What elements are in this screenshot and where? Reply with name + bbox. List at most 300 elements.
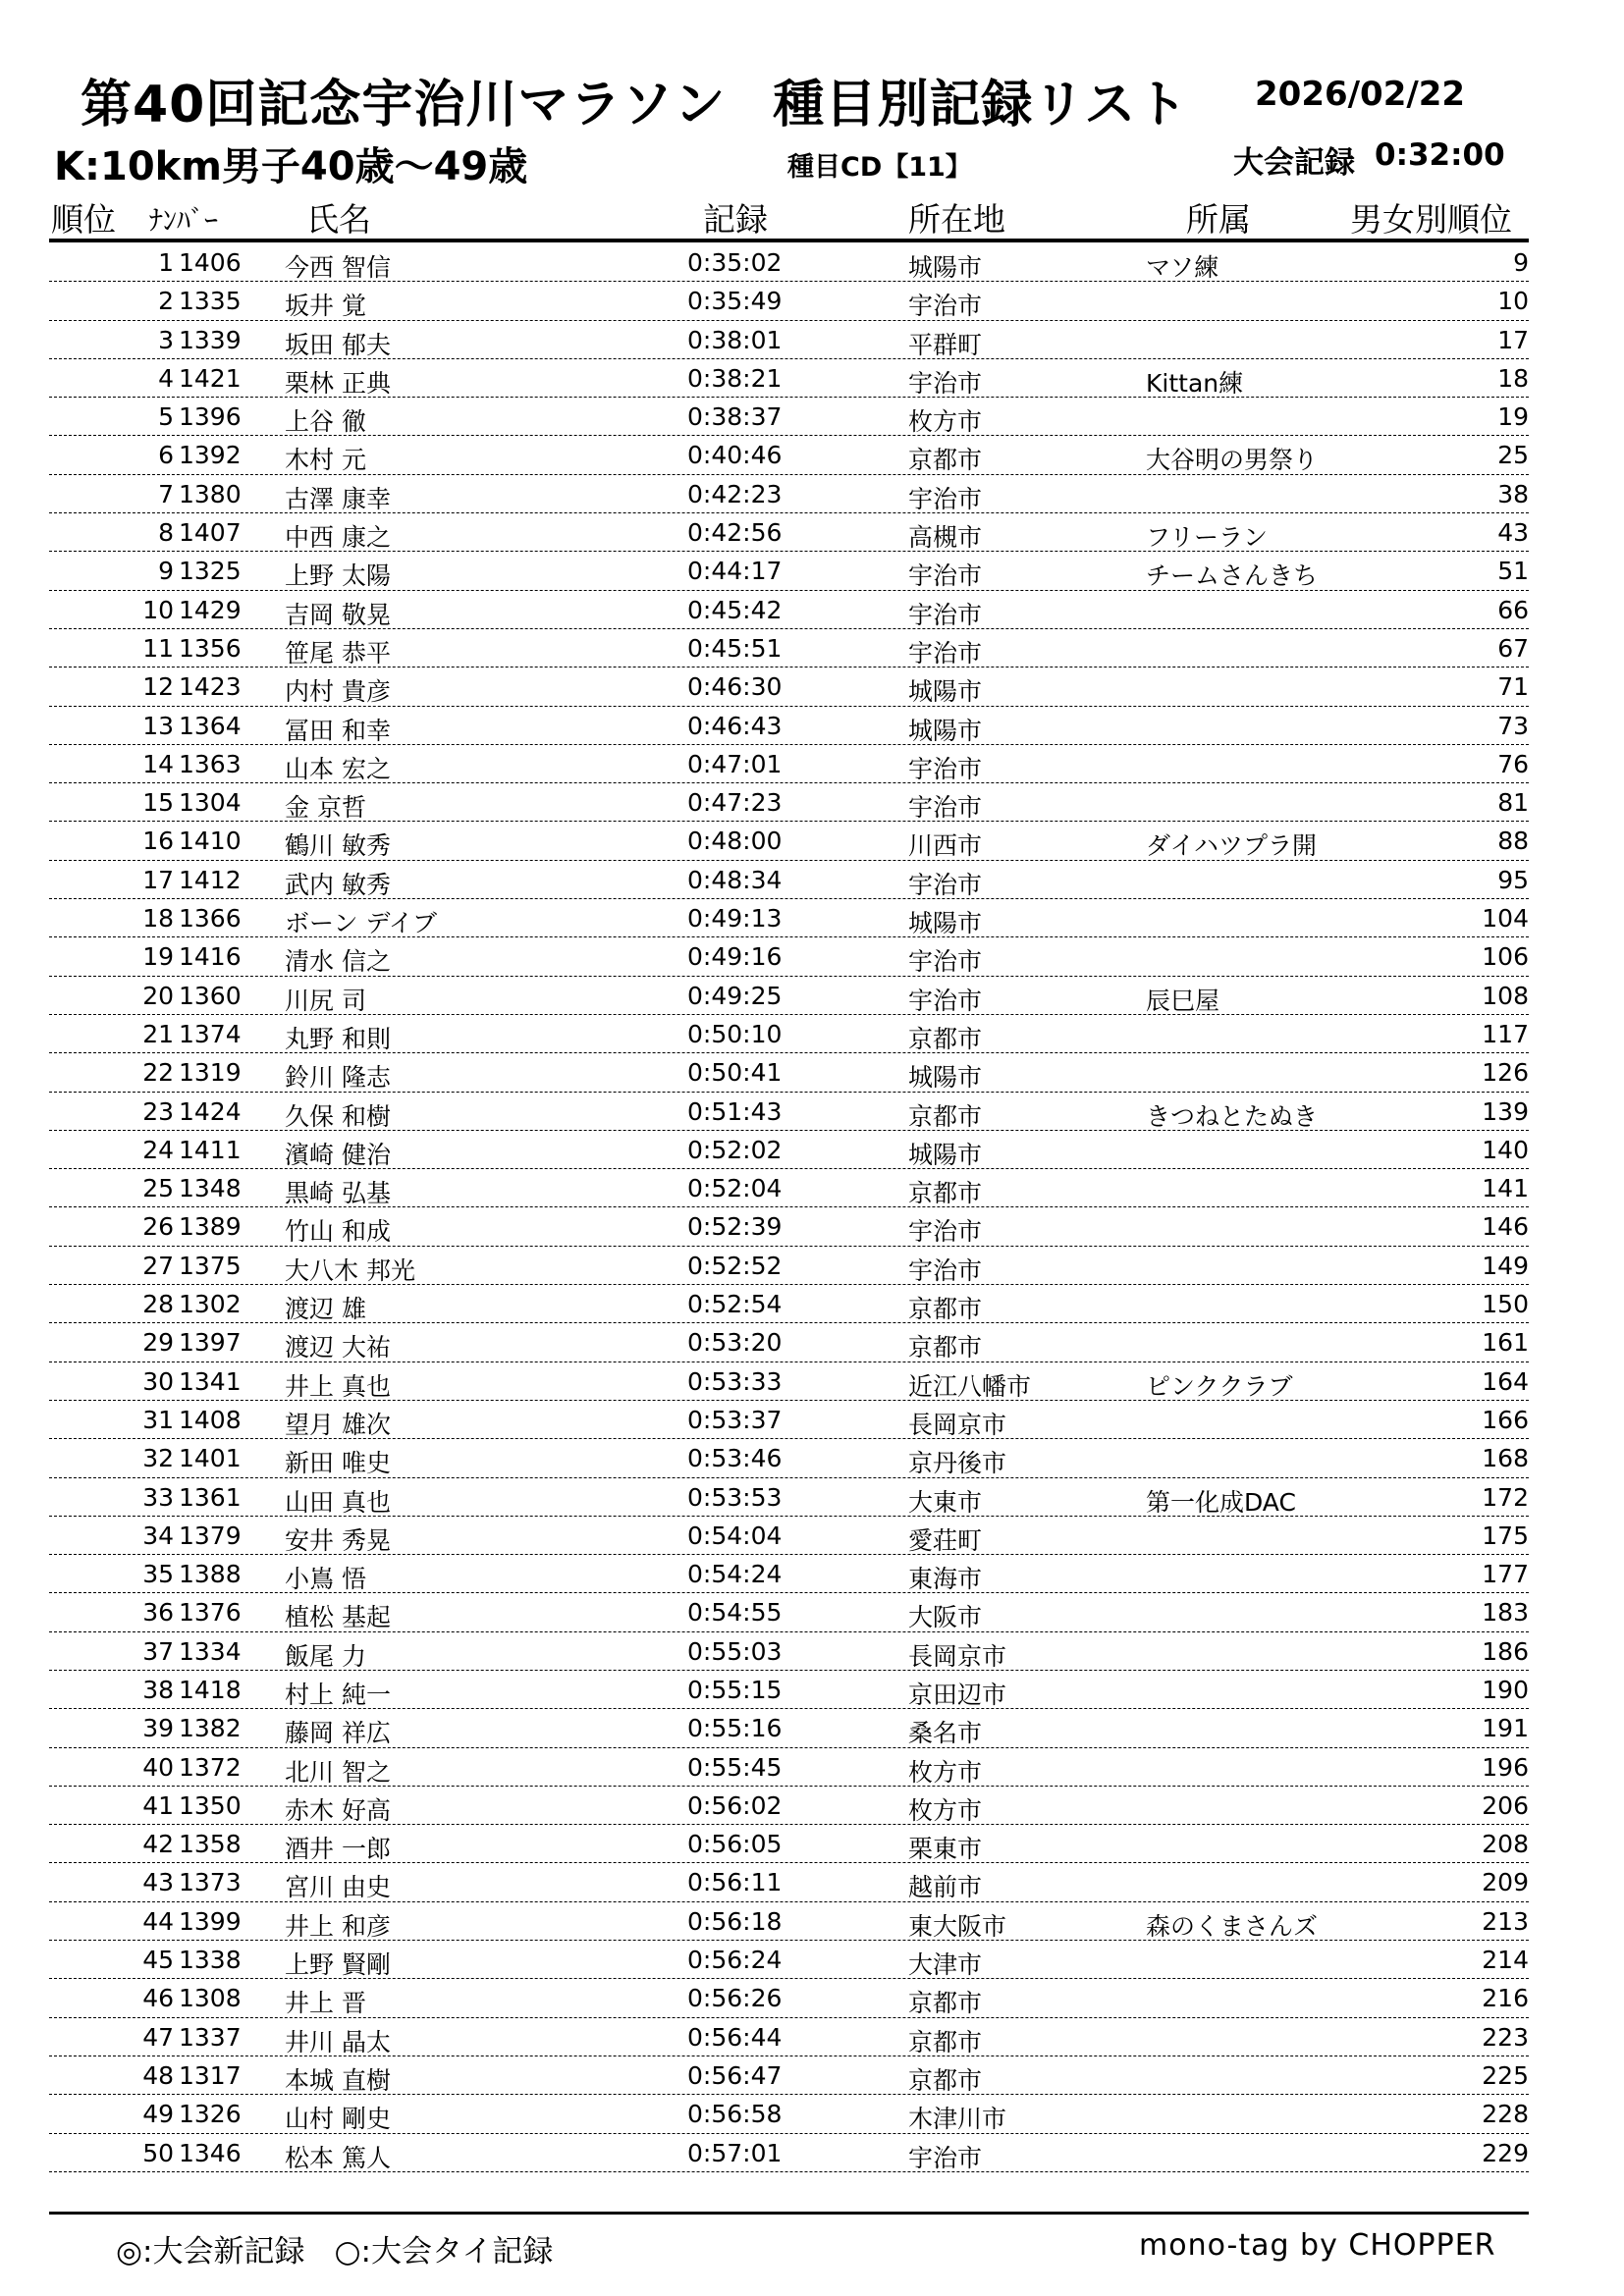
cell-time: 0:55:15 — [687, 1675, 783, 1704]
cell-location: 枚方市 — [908, 1795, 983, 1825]
cell-rank: 25 — [142, 1174, 174, 1203]
cell-sex-rank: 25 — [1497, 441, 1529, 470]
cell-name: 丸野 和則 — [285, 1024, 391, 1053]
cell-rank: 1 — [158, 248, 174, 277]
cell-sex-rank: 223 — [1482, 2022, 1529, 2052]
cell-time: 0:38:01 — [687, 325, 783, 354]
cell-time: 0:56:58 — [687, 2100, 783, 2129]
cell-location: 宇治市 — [908, 986, 983, 1015]
cell-rank: 48 — [142, 2060, 174, 2090]
cell-sex-rank: 139 — [1482, 1096, 1529, 1126]
table-row — [49, 1093, 1529, 1131]
cell-time: 0:53:53 — [687, 1482, 783, 1512]
table-row — [49, 1593, 1529, 1631]
cell-bib: 1334 — [179, 1636, 242, 1666]
table-row — [49, 1478, 1529, 1517]
cell-bib: 1366 — [179, 904, 242, 934]
table-row — [49, 629, 1529, 667]
cell-name: 清水 信之 — [285, 947, 391, 977]
cell-club: マソ練 — [1146, 253, 1219, 282]
cell-bib: 1363 — [179, 749, 242, 778]
table-row — [49, 1902, 1529, 1941]
cell-time: 0:47:01 — [687, 749, 783, 778]
event-code: 種目CD【11】 — [787, 152, 972, 183]
cell-sex-rank: 106 — [1482, 942, 1529, 972]
col-header-time: 記録 — [703, 200, 768, 239]
cell-time: 0:35:49 — [687, 287, 783, 316]
cell-sex-rank: 140 — [1482, 1135, 1529, 1164]
cell-sex-rank: 161 — [1482, 1328, 1529, 1358]
cell-rank: 31 — [142, 1405, 174, 1434]
cell-name: 井上 和彦 — [285, 1911, 391, 1941]
table-row — [49, 783, 1529, 822]
cell-location: 京丹後市 — [908, 1449, 1007, 1478]
cell-bib: 1338 — [179, 1946, 242, 1975]
cell-sex-rank: 108 — [1482, 981, 1529, 1010]
cell-sex-rank: 51 — [1497, 557, 1529, 586]
cell-sex-rank: 166 — [1482, 1405, 1529, 1434]
table-row — [49, 1247, 1529, 1285]
cell-name: 坂井 覚 — [285, 292, 366, 321]
table-row — [49, 977, 1529, 1015]
cell-name: 久保 和樹 — [285, 1101, 391, 1131]
cell-rank: 14 — [142, 749, 174, 778]
cell-rank: 10 — [142, 595, 174, 624]
cell-location: 東大阪市 — [908, 1911, 1007, 1941]
cell-time: 0:55:16 — [687, 1714, 783, 1743]
table-row — [49, 1517, 1529, 1555]
cell-location: 城陽市 — [908, 909, 983, 938]
cell-sex-rank: 66 — [1497, 595, 1529, 624]
cell-bib: 1325 — [179, 557, 242, 586]
cell-rank: 36 — [142, 1598, 174, 1628]
table-row — [49, 667, 1529, 706]
cell-sex-rank: 10 — [1497, 287, 1529, 316]
cell-time: 0:47:23 — [687, 788, 783, 818]
cell-location: 大東市 — [908, 1487, 983, 1517]
table-row — [49, 707, 1529, 745]
cell-location: 宇治市 — [908, 600, 983, 629]
cell-time: 0:56:11 — [687, 1868, 783, 1897]
cell-location: 京田辺市 — [908, 1680, 1007, 1709]
cell-name: 上野 太陽 — [285, 561, 391, 591]
cell-rank: 9 — [158, 557, 174, 586]
cell-time: 0:54:55 — [687, 1598, 783, 1628]
cell-bib: 1358 — [179, 1830, 242, 1859]
cell-name: 渡辺 雄 — [285, 1295, 366, 1324]
table-row — [49, 1863, 1529, 1901]
cell-name: 冨田 和幸 — [285, 716, 391, 745]
cell-bib: 1339 — [179, 325, 242, 354]
table-row — [49, 1632, 1529, 1671]
cell-sex-rank: 177 — [1482, 1560, 1529, 1589]
cell-rank: 8 — [158, 518, 174, 548]
cell-rank: 18 — [142, 904, 174, 934]
cell-location: 城陽市 — [908, 1063, 983, 1093]
cell-bib: 1389 — [179, 1212, 242, 1242]
table-row — [49, 1015, 1529, 1053]
meet-record-label: 大会記録 — [1233, 145, 1355, 181]
cell-name: 小嶌 悟 — [285, 1565, 366, 1594]
table-row — [49, 1323, 1529, 1362]
cell-rank: 41 — [142, 1790, 174, 1820]
cell-sex-rank: 183 — [1482, 1598, 1529, 1628]
cell-time: 0:52:52 — [687, 1251, 783, 1280]
cell-time: 0:50:41 — [687, 1058, 783, 1088]
cell-name: 上野 賢剛 — [285, 1950, 391, 1980]
cell-rank: 2 — [158, 287, 174, 316]
cell-sex-rank: 196 — [1482, 1752, 1529, 1782]
cell-time: 0:54:04 — [687, 1521, 783, 1550]
cell-time: 0:40:46 — [687, 441, 783, 470]
cell-sex-rank: 73 — [1497, 711, 1529, 740]
cell-time: 0:48:34 — [687, 865, 783, 894]
cell-location: 長岡京市 — [908, 1410, 1007, 1439]
cell-time: 0:54:24 — [687, 1560, 783, 1589]
cell-rank: 11 — [142, 633, 174, 663]
cell-rank: 3 — [158, 325, 174, 354]
cell-sex-rank: 149 — [1482, 1251, 1529, 1280]
cell-bib: 1374 — [179, 1019, 242, 1048]
cell-rank: 34 — [142, 1521, 174, 1550]
cell-name: 竹山 和成 — [285, 1217, 391, 1247]
cell-sex-rank: 71 — [1497, 672, 1529, 702]
cell-club: 大谷明の男祭り — [1146, 446, 1319, 475]
table-row — [49, 1709, 1529, 1747]
cell-location: 東海市 — [908, 1565, 983, 1594]
cell-name: 笹尾 恭平 — [285, 638, 391, 667]
cell-bib: 1317 — [179, 2060, 242, 2090]
cell-location: 京都市 — [908, 2027, 983, 2056]
cell-sex-rank: 81 — [1497, 788, 1529, 818]
cell-name: 北川 智之 — [285, 1757, 391, 1787]
cell-rank: 27 — [142, 1251, 174, 1280]
cell-name: 望月 雄次 — [285, 1410, 391, 1439]
cell-location: 近江八幡市 — [908, 1371, 1032, 1401]
cell-bib: 1416 — [179, 942, 242, 972]
cell-time: 0:49:16 — [687, 942, 783, 972]
table-row — [49, 243, 1529, 282]
cell-bib: 1406 — [179, 248, 242, 277]
cell-rank: 35 — [142, 1560, 174, 1589]
cell-name: 吉岡 敬晃 — [285, 600, 391, 629]
cell-sex-rank: 104 — [1482, 904, 1529, 934]
cell-sex-rank: 18 — [1497, 363, 1529, 393]
cell-sex-rank: 186 — [1482, 1636, 1529, 1666]
cell-rank: 20 — [142, 981, 174, 1010]
cell-sex-rank: 150 — [1482, 1290, 1529, 1319]
col-header-rank: 順位 — [51, 200, 116, 239]
cell-sex-rank: 117 — [1482, 1019, 1529, 1048]
cell-rank: 47 — [142, 2022, 174, 2052]
col-header-sex-rank: 男女別順位 — [1350, 200, 1512, 239]
cell-bib: 1396 — [179, 402, 242, 432]
cell-location: 宇治市 — [908, 638, 983, 667]
cell-location: 大阪市 — [908, 1603, 983, 1632]
col-header-bib: ﾅﾝﾊﾞｰ — [149, 204, 219, 237]
cell-bib: 1376 — [179, 1598, 242, 1628]
credit: mono-tag by CHOPPER — [1139, 2228, 1496, 2263]
cell-location: 京都市 — [908, 1295, 983, 1324]
cell-sex-rank: 146 — [1482, 1212, 1529, 1242]
cell-time: 0:44:17 — [687, 557, 783, 586]
page-title — [81, 63, 1188, 136]
cell-sex-rank: 67 — [1497, 633, 1529, 663]
cell-time: 0:55:45 — [687, 1752, 783, 1782]
cell-name: 藤岡 祥広 — [285, 1719, 391, 1748]
cell-location: 京都市 — [908, 1101, 983, 1131]
cell-bib: 1411 — [179, 1135, 242, 1164]
cell-time: 0:53:37 — [687, 1405, 783, 1434]
cell-rank: 49 — [142, 2100, 174, 2129]
cell-bib: 1335 — [179, 287, 242, 316]
cell-location: 宇治市 — [908, 1255, 983, 1285]
cell-club: きつねとたぬき — [1146, 1101, 1319, 1131]
cell-bib: 1382 — [179, 1714, 242, 1743]
cell-rank: 45 — [142, 1946, 174, 1975]
table-row — [49, 2095, 1529, 2133]
table-row — [49, 2018, 1529, 2056]
cell-time: 0:51:43 — [687, 1096, 783, 1126]
cell-rank: 6 — [158, 441, 174, 470]
cell-rank: 38 — [142, 1675, 174, 1704]
cell-rank: 50 — [142, 2138, 174, 2167]
cell-bib: 1356 — [179, 633, 242, 663]
cell-name: 山田 真也 — [285, 1487, 391, 1517]
table-row — [49, 513, 1529, 552]
table-row — [49, 282, 1529, 320]
cell-club: ダイハツプラ開 — [1146, 831, 1318, 861]
cell-time: 0:45:51 — [687, 633, 783, 663]
cell-time: 0:55:03 — [687, 1636, 783, 1666]
cell-rank: 42 — [142, 1830, 174, 1859]
cell-sex-rank: 95 — [1497, 865, 1529, 894]
cell-name: 渡辺 大祐 — [285, 1333, 391, 1362]
cell-rank: 46 — [142, 1984, 174, 2013]
cell-name: 武内 敏秀 — [285, 870, 391, 899]
cell-rank: 26 — [142, 1212, 174, 1242]
cell-bib: 1424 — [179, 1096, 242, 1126]
cell-sex-rank: 208 — [1482, 1830, 1529, 1859]
cell-location: 川西市 — [908, 831, 983, 861]
cell-location: 城陽市 — [908, 1140, 983, 1169]
cell-name: 松本 篤人 — [285, 2143, 391, 2172]
cell-name: 井上 真也 — [285, 1371, 391, 1401]
cell-name: 黒崎 弘基 — [285, 1179, 391, 1208]
event-name: K:10km男子40歳～49歳 — [54, 144, 528, 189]
cell-time: 0:53:20 — [687, 1328, 783, 1358]
cell-time: 0:38:37 — [687, 402, 783, 432]
cell-name: 上谷 徹 — [285, 407, 366, 437]
cell-club: 辰巳屋 — [1146, 986, 1220, 1015]
cell-time: 0:48:00 — [687, 827, 783, 856]
cell-sex-rank: 213 — [1482, 1906, 1529, 1936]
cell-location: 桑名市 — [908, 1719, 983, 1748]
cell-name: 本城 直樹 — [285, 2065, 391, 2095]
cell-sex-rank: 164 — [1482, 1366, 1529, 1396]
cell-name: 井川 晶太 — [285, 2027, 391, 2056]
cell-name: 山本 宏之 — [285, 754, 391, 783]
cell-time: 0:56:05 — [687, 1830, 783, 1859]
cell-location: 城陽市 — [908, 677, 983, 707]
table-row — [49, 1748, 1529, 1787]
cell-name: 井上 晋 — [285, 1989, 366, 2018]
cell-sex-rank: 209 — [1482, 1868, 1529, 1897]
cell-bib: 1304 — [179, 788, 242, 818]
cell-rank: 5 — [158, 402, 174, 432]
cell-time: 0:35:02 — [687, 248, 783, 277]
cell-sex-rank: 19 — [1497, 402, 1529, 432]
cell-time: 0:38:21 — [687, 363, 783, 393]
cell-time: 0:56:26 — [687, 1984, 783, 2013]
cell-bib: 1399 — [179, 1906, 242, 1936]
cell-location: 高槻市 — [908, 523, 983, 553]
cell-rank: 22 — [142, 1058, 174, 1088]
cell-time: 0:53:46 — [687, 1444, 783, 1473]
table-row — [49, 1787, 1529, 1825]
cell-bib: 1360 — [179, 981, 242, 1010]
col-header-name: 氏名 — [306, 200, 371, 239]
cell-name: 鶴川 敏秀 — [285, 831, 391, 861]
cell-rank: 33 — [142, 1482, 174, 1512]
cell-sex-rank: 9 — [1513, 248, 1529, 277]
table-row — [49, 2056, 1529, 2095]
cell-name: 坂田 郁夫 — [285, 330, 391, 359]
cell-sex-rank: 228 — [1482, 2100, 1529, 2129]
cell-bib: 1408 — [179, 1405, 242, 1434]
cell-rank: 40 — [142, 1752, 174, 1782]
meet-record-value: 0:32:00 — [1375, 137, 1505, 173]
cell-club: フリーラン — [1146, 523, 1269, 553]
cell-name: 川尻 司 — [285, 986, 366, 1015]
cell-rank: 39 — [142, 1714, 174, 1743]
cell-rank: 29 — [142, 1328, 174, 1358]
cell-sex-rank: 206 — [1482, 1790, 1529, 1820]
cell-sex-rank: 141 — [1482, 1174, 1529, 1203]
cell-bib: 1319 — [179, 1058, 242, 1088]
cell-time: 0:52:04 — [687, 1174, 783, 1203]
cell-name: 鈴川 隆志 — [285, 1063, 391, 1093]
cell-location: 枚方市 — [908, 1757, 983, 1787]
cell-time: 0:49:13 — [687, 904, 783, 934]
cell-name: 金 京哲 — [285, 793, 366, 823]
cell-name: 村上 純一 — [285, 1680, 391, 1709]
cell-rank: 43 — [142, 1868, 174, 1897]
cell-rank: 28 — [142, 1290, 174, 1319]
cell-sex-rank: 191 — [1482, 1714, 1529, 1743]
cell-sex-rank: 175 — [1482, 1521, 1529, 1550]
cell-location: 宇治市 — [908, 292, 983, 321]
cell-bib: 1375 — [179, 1251, 242, 1280]
table-row — [49, 1979, 1529, 2017]
cell-rank: 17 — [142, 865, 174, 894]
cell-rank: 4 — [158, 363, 174, 393]
table-row — [49, 1131, 1529, 1169]
cell-bib: 1361 — [179, 1482, 242, 1512]
table-row — [49, 359, 1529, 398]
cell-name: 酒井 一郎 — [285, 1835, 391, 1864]
cell-name: 内村 貴彦 — [285, 677, 391, 707]
table-row — [49, 745, 1529, 783]
cell-bib: 1412 — [179, 865, 242, 894]
cell-sex-rank: 168 — [1482, 1444, 1529, 1473]
col-header-location: 所在地 — [908, 200, 1005, 239]
cell-sex-rank: 172 — [1482, 1482, 1529, 1512]
cell-time: 0:49:25 — [687, 981, 783, 1010]
table-row — [49, 1825, 1529, 1863]
table-row — [49, 475, 1529, 513]
cell-bib: 1302 — [179, 1290, 242, 1319]
cell-location: 宇治市 — [908, 1217, 983, 1247]
table-row — [49, 591, 1529, 629]
cell-name: 濱崎 健治 — [285, 1140, 391, 1169]
cell-name: 赤木 好高 — [285, 1795, 391, 1825]
table-row — [49, 899, 1529, 937]
cell-location: 越前市 — [908, 1873, 983, 1902]
cell-location: 宇治市 — [908, 561, 983, 591]
table-row — [49, 1285, 1529, 1323]
cell-rank: 15 — [142, 788, 174, 818]
cell-time: 0:53:33 — [687, 1366, 783, 1396]
cell-rank: 7 — [158, 479, 174, 508]
cell-location: 京都市 — [908, 1179, 983, 1208]
cell-location: 京都市 — [908, 2065, 983, 2095]
cell-bib: 1380 — [179, 479, 242, 508]
cell-rank: 21 — [142, 1019, 174, 1048]
cell-location: 大津市 — [908, 1950, 983, 1980]
cell-sex-rank: 214 — [1482, 1946, 1529, 1975]
table-row — [49, 1555, 1529, 1593]
cell-name: 大八木 邦光 — [285, 1255, 415, 1285]
cell-name: 中西 康之 — [285, 523, 391, 553]
cell-location: 宇治市 — [908, 368, 983, 398]
table-row — [49, 1401, 1529, 1439]
cell-time: 0:57:01 — [687, 2138, 783, 2167]
title-main: 第40回記念宇治川マラソン — [81, 76, 727, 134]
cell-rank: 23 — [142, 1096, 174, 1126]
title-sub: 種目別記録リスト — [773, 76, 1189, 134]
table-row — [49, 398, 1529, 436]
cell-rank: 44 — [142, 1906, 174, 1936]
cell-club: ピンククラブ — [1146, 1371, 1293, 1401]
cell-bib: 1401 — [179, 1444, 242, 1473]
cell-rank: 12 — [142, 672, 174, 702]
cell-bib: 1337 — [179, 2022, 242, 2052]
table-row — [49, 1439, 1529, 1477]
cell-rank: 24 — [142, 1135, 174, 1164]
cell-location: 栗東市 — [908, 1835, 983, 1864]
cell-location: 宇治市 — [908, 793, 983, 823]
legend-tie-record: ○:大会タイ記録 — [334, 2234, 554, 2269]
cell-bib: 1429 — [179, 595, 242, 624]
cell-club: 第一化成DAC — [1146, 1487, 1296, 1517]
cell-location: 宇治市 — [908, 870, 983, 899]
table-row — [49, 1053, 1529, 1092]
cell-bib: 1410 — [179, 827, 242, 856]
cell-time: 0:52:02 — [687, 1135, 783, 1164]
cell-sex-rank: 17 — [1497, 325, 1529, 354]
table-row — [49, 937, 1529, 976]
cell-location: 城陽市 — [908, 253, 983, 282]
cell-location: 宇治市 — [908, 484, 983, 513]
cell-sex-rank: 76 — [1497, 749, 1529, 778]
cell-time: 0:46:43 — [687, 711, 783, 740]
footer-rule — [49, 2212, 1529, 2215]
cell-location: 宇治市 — [908, 2143, 983, 2172]
results-table — [0, 243, 1624, 2172]
cell-sex-rank: 229 — [1482, 2138, 1529, 2167]
cell-time: 0:52:54 — [687, 1290, 783, 1319]
